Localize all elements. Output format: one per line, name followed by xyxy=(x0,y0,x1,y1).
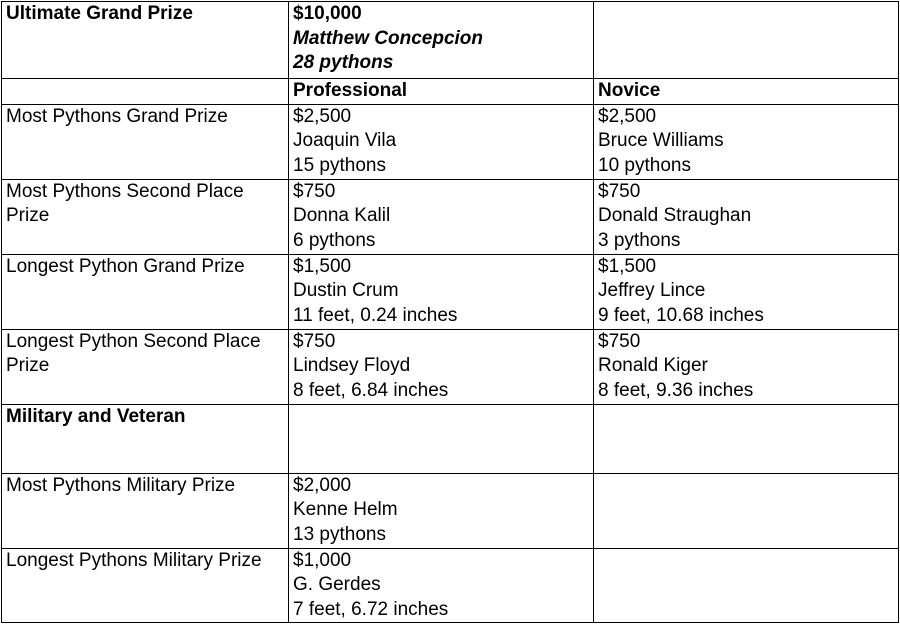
winner-result: 7 feet, 6.72 inches xyxy=(293,598,449,620)
table-row xyxy=(2,2,899,79)
grand-prize-winner-cell xyxy=(289,2,594,79)
prize-label: Most Pythons Second Place Prize xyxy=(6,180,244,226)
table-row xyxy=(2,329,899,404)
prize-amount: $750 xyxy=(293,330,336,352)
table-row xyxy=(2,548,899,623)
prize-label: Longest Python Grand Prize xyxy=(6,255,245,277)
winner-name: Donna Kalil xyxy=(293,205,391,226)
prize-amount: $1,500 xyxy=(598,255,657,277)
table-header-row xyxy=(2,79,899,105)
prize-amount: $2,500 xyxy=(598,105,657,127)
winner-result: 13 pythons xyxy=(293,523,386,545)
prize-label: Most Pythons Military Prize xyxy=(6,474,236,496)
prize-label-cell xyxy=(2,104,289,179)
prize-label-cell xyxy=(2,329,289,404)
winner-result: 8 feet, 6.84 inches xyxy=(293,379,449,401)
prize-amount: $2,000 xyxy=(293,474,352,496)
prize-label: Longest Pythons Military Prize xyxy=(6,549,262,571)
military-winner-cell xyxy=(289,548,594,623)
military-section-cell xyxy=(2,404,289,473)
empty-cell xyxy=(2,79,289,105)
prize-label-cell xyxy=(2,548,289,623)
table-row xyxy=(2,254,899,329)
prize-amount: $1,500 xyxy=(293,255,352,277)
novice-winner-cell xyxy=(594,179,899,254)
prize-label-cell xyxy=(2,179,289,254)
empty-cell xyxy=(289,404,594,473)
grand-prize-label-cell xyxy=(2,2,289,79)
winner-name: G. Gerdes xyxy=(293,574,381,595)
empty-cell xyxy=(594,404,899,473)
winner-name: Bruce Williams xyxy=(598,130,724,151)
novice-winner-cell xyxy=(594,104,899,179)
grand-prize-winner: Matthew Concepcion xyxy=(293,27,484,49)
prize-amount: $2,500 xyxy=(293,105,352,127)
winner-name: Dustin Crum xyxy=(293,280,399,301)
winner-name: Jeffrey Lince xyxy=(598,280,706,301)
prize-label-cell xyxy=(2,254,289,329)
table-row xyxy=(2,104,899,179)
winner-result: 3 pythons xyxy=(598,229,681,251)
prize-amount: $750 xyxy=(293,180,336,202)
winner-result: 8 feet, 9.36 inches xyxy=(598,379,754,401)
empty-cell xyxy=(594,548,899,623)
professional-winner-cell xyxy=(289,104,594,179)
professional-header: Professional xyxy=(293,80,408,101)
grand-prize-label: Ultimate Grand Prize xyxy=(6,3,193,24)
novice-winner-cell xyxy=(594,329,899,404)
novice-header: Novice xyxy=(598,80,661,101)
professional-winner-cell xyxy=(289,254,594,329)
prize-amount: $750 xyxy=(598,180,641,202)
empty-cell xyxy=(594,473,899,548)
military-section-label: Military and Veteran xyxy=(6,405,186,427)
winner-name: Donald Straughan xyxy=(598,205,752,226)
grand-prize-result: 28 pythons xyxy=(293,52,394,73)
novice-winner-cell xyxy=(594,254,899,329)
table-row xyxy=(2,473,899,548)
winner-result: 10 pythons xyxy=(598,154,691,176)
winner-name: Ronald Kiger xyxy=(598,355,708,376)
prize-label-cell xyxy=(2,473,289,548)
winner-result: 15 pythons xyxy=(293,154,386,176)
grand-prize-amount: $10,000 xyxy=(293,3,362,24)
winner-result: 11 feet, 0.24 inches xyxy=(293,304,458,326)
winner-name: Kenne Helm xyxy=(293,499,398,520)
winner-name: Lindsey Floyd xyxy=(293,355,411,376)
winner-result: 6 pythons xyxy=(293,229,376,251)
column-header-novice xyxy=(594,79,899,105)
table-row xyxy=(2,179,899,254)
professional-winner-cell xyxy=(289,179,594,254)
prize-amount: $1,000 xyxy=(293,549,352,571)
prize-amount: $750 xyxy=(598,330,641,352)
column-header-professional xyxy=(289,79,594,105)
winner-name: Joaquin Vila xyxy=(293,130,397,151)
prize-label: Longest Python Second Place Prize xyxy=(6,330,261,376)
winner-result: 9 feet, 10.68 inches xyxy=(598,304,764,326)
professional-winner-cell xyxy=(289,329,594,404)
prize-table xyxy=(1,1,899,623)
military-winner-cell xyxy=(289,473,594,548)
prize-label: Most Pythons Grand Prize xyxy=(6,105,228,127)
table-section-row xyxy=(2,404,899,473)
empty-cell xyxy=(594,2,899,79)
